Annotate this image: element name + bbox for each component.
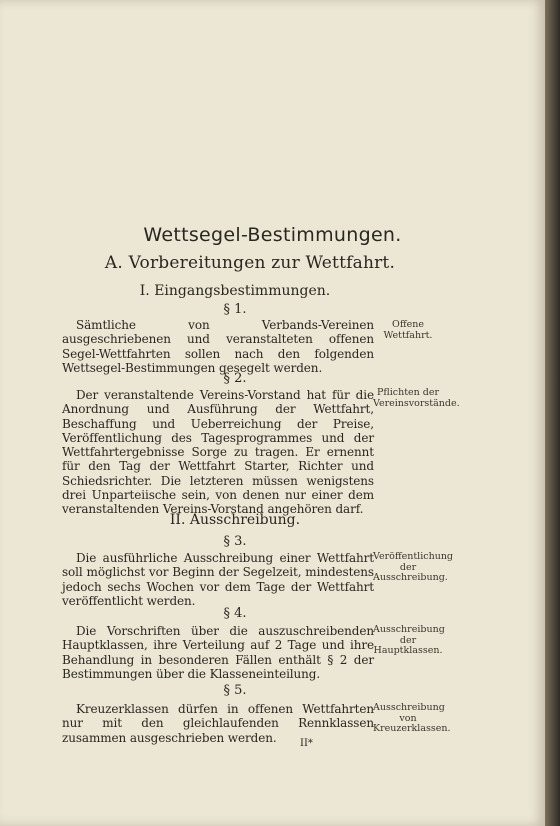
part-heading: A. Vorbereitungen zur Wettfahrt. [104, 253, 396, 273]
paragraph-mark-2: § 2. [223, 371, 247, 386]
margin-note-4: Ausschreibung der Hauptklassen. [373, 624, 445, 656]
book-spine [545, 0, 560, 826]
signature-mark: II* [300, 738, 313, 749]
section-heading-1: I. Eingangsbestimmungen. [139, 283, 331, 299]
margin-note-3: Veröffentlichung der Ausschreibung. [373, 551, 454, 583]
paragraph-mark-5: § 5. [223, 683, 247, 698]
document-title: Wettsegel-Bestimmungen. [143, 224, 402, 246]
margin-note-1: Offene Wettfahrt. [383, 319, 433, 341]
paragraph-mark-1: § 1. [223, 302, 247, 317]
paragraph-mark-4: § 4. [223, 606, 247, 621]
paragraph-text-3: Die ausführliche Ausschreibung einer Wettfahrt soll möglichst vor Beginn der Segelzeit, mindestens jedoch sechs Wochen vor dem Tage der Wettfahrt veröffentlicht werden. [62, 551, 374, 608]
paragraph-text-5: Kreuzerklassen dürfen in offenen Wettfahrten nur mit den gleichlaufenden Rennklassen zusammen ausgeschrieben werden. [62, 702, 374, 745]
paragraph-text-4: Die Vorschriften über die auszuschreibenden Hauptklassen, ihre Verteilung auf 2 Tage und ihre Behandlung in besonderen Fällen enthält § 2 der Bestimmungen über die Klasseneinteilung. [62, 624, 374, 681]
section-heading-2: II. Ausschreibung. [169, 512, 301, 528]
paragraph-text-1: Sämtliche von Verbands-Vereinen ausgeschriebenen und veranstalteten offenen Segel-Wettfahrten sollen nach den folgenden Wettsegel-Bestimmungen gesegelt werden. [62, 318, 374, 375]
margin-note-2: Pflichten der Vereinsvorstände. [373, 387, 460, 409]
paragraph-text-2: Der veranstaltende Vereins-Vorstand hat für die Anordnung und Ausführung der Wettfahrt, Beschaffung und Ueberreichung der Preise, Veröffentlichung des Tagesprogrammes und der Wettfahrtergebnisse Sorge zu tragen. Er ernennt für den Tag der Wettfahrt Starter, Richter und Schiedsrichter. Die letzteren müssen wenigstens drei Unparteiische sein, von denen nur einer dem veranstaltenden Vereins-Vorstand angehören darf. [62, 388, 374, 517]
margin-note-5: Ausschreibung von Kreuzerklassen. [373, 702, 451, 734]
paragraph-mark-3: § 3. [223, 534, 247, 549]
